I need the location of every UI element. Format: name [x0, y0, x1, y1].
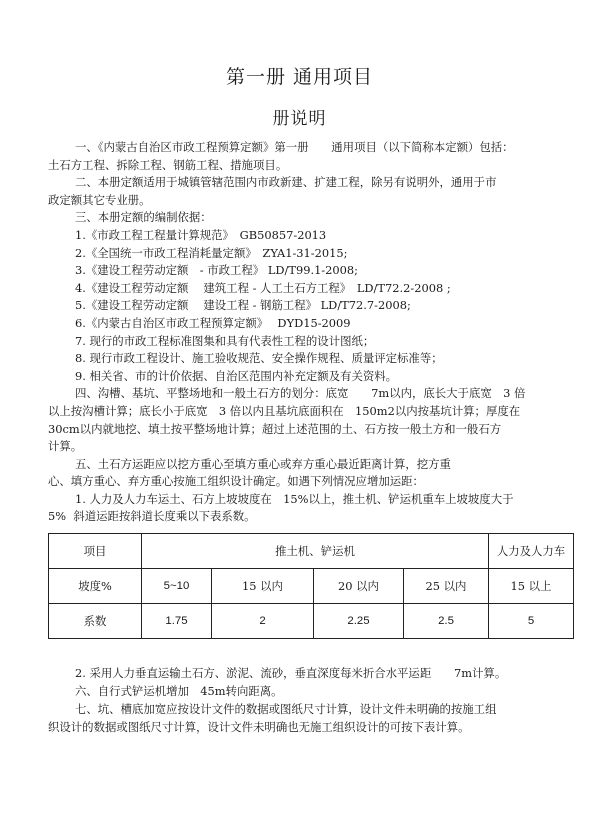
paragraph: 5% 斜道运距按斜道长度乘以下表系数。 — [48, 509, 256, 524]
table-cell: 2.25 — [314, 604, 404, 639]
paragraph: 一、《内蒙古自治区市政工程预算定额》第一册 通用项目（以下简称本定额）包括： — [75, 140, 514, 154]
paragraph: 二、本册定额适用于城镇管辖范围内市政新建、扩建工程，除另有说明外，通用于市 — [75, 175, 497, 190]
paragraph: 四、沟槽、基坑、平整场地和一般土石方的划分：底宽 7m以内，底长大于底宽 3 倍 — [75, 386, 526, 401]
table-row — [49, 604, 574, 639]
table-cell: 2 — [212, 604, 314, 639]
list-item: 3.《建设工程劳动定额 - 市政工程》 LD/T99.1-2008; — [75, 263, 358, 278]
paragraph: 以上按沟槽计算；底长小于底宽 3 倍以内且基坑底面积在 150m2以内按基坑计算；厚度在 — [48, 403, 521, 418]
list-item: 5.《建设工程劳动定额 建设工程 - 钢筋工程》 LD/T72.7-2008; — [75, 298, 411, 313]
table-cell: 15 以内 — [212, 569, 314, 604]
table-cell: 2.5 — [404, 604, 489, 639]
table-cell: 推土机、铲运机 — [142, 534, 489, 569]
list-item: 1.《市政工程工程量计算规范》 GB50857-2013 — [75, 227, 327, 242]
slope-coefficient-table — [48, 533, 574, 639]
table-cell: 20 以内 — [314, 569, 404, 604]
paragraph: 心、填方重心、弃方重心按施工组织设计确定。如遇下列情况应增加运距： — [48, 474, 424, 489]
table-cell: 15 以上 — [489, 569, 574, 604]
table-cell: 人力及人力车 — [489, 534, 574, 569]
page-title: 第一册 通用项目 — [225, 66, 374, 88]
section-subtitle: 册说明 — [272, 109, 327, 129]
list-item: 2.《全国统一市政工程消耗量定额》 ZYA1-31-2015; — [75, 245, 348, 260]
list-item: 7. 现行的市政工程标准图集和具有代表性工程的设计图纸； — [75, 333, 375, 348]
paragraph: 五、土石方运距应以挖方重心至填方重心或弃方重心最近距离计算，挖方重 — [75, 456, 451, 471]
table-cell: 系数 — [49, 604, 142, 639]
list-item: 4.《建设工程劳动定额 建筑工程 - 人工土石方工程》 LD/T72.2-2008 ; — [75, 280, 451, 295]
table-cell: 25 以内 — [404, 569, 489, 604]
paragraph: 六、自行式铲运机增加 45m转向距离。 — [75, 684, 283, 698]
table-cell: 5~10 — [142, 569, 212, 604]
table-cell: 项目 — [49, 534, 142, 569]
list-item: 6.《内蒙古自治区市政工程预算定额》 DYD15-2009 — [75, 315, 351, 330]
paragraph: 计算。 — [48, 439, 83, 454]
after-table-text — [48, 664, 568, 736]
paragraph: 七、坑、槽底加宽应按设计文件的数据或图纸尺寸计算，设计文件未明确的按施工组 — [75, 702, 497, 716]
paragraph: 土石方工程、拆除工程、钢筋工程、措施项目。 — [48, 157, 288, 172]
table-cell: 坡度% — [49, 569, 142, 604]
paragraph: 织设计的数据或图纸尺寸计算，设计文件未明确也无施工组织设计的可按下表计算。 — [48, 720, 470, 734]
paragraph: 1. 人力及人力车运土、石方上坡坡度在 15%以上，推土机、铲运机重车上坡坡度大于 — [75, 491, 514, 506]
table-cell: 5 — [489, 604, 574, 639]
list-item: 9. 相关省、市的计价依据、自治区范围内补充定额及有关资料。 — [75, 368, 398, 383]
paragraph: 三、本册定额的编制依据： — [75, 210, 212, 225]
paragraph: 政定额其它专业册。 — [48, 192, 151, 207]
paragraph: 2. 采用人力垂直运输土石方、淤泥、流砂，垂直深度每米折合水平运距 7m计算。 — [75, 666, 507, 680]
table-row — [49, 569, 574, 604]
table-header-row — [49, 534, 574, 569]
table-cell: 1.75 — [142, 604, 212, 639]
list-item: 8. 现行市政工程设计、施工验收规范、安全操作规程、质量评定标准等； — [75, 351, 443, 366]
paragraph: 30cm以内就地挖、填土按平整场地计算；超过上述范围的土、石方按一般土方和一般石方 — [48, 421, 502, 436]
body-text — [48, 139, 554, 526]
